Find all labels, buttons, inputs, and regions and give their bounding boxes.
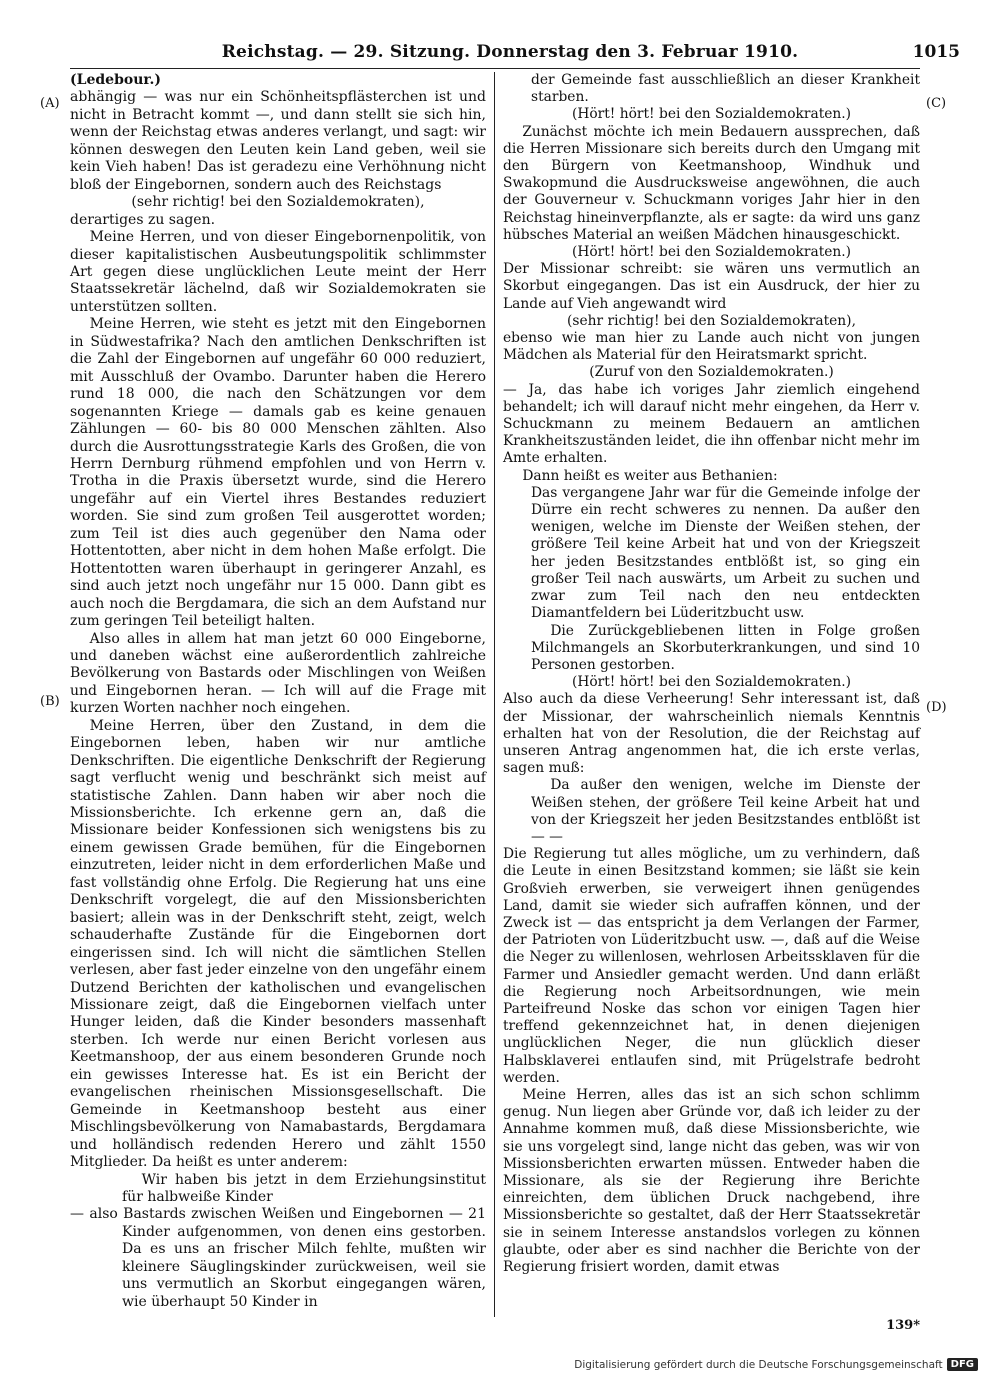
page-number: 1015 — [912, 42, 960, 62]
column-divider — [494, 72, 495, 1317]
interjection: (Zuruf von den Sozialdemokraten.) — [589, 364, 834, 381]
signature-mark: 139* — [886, 1318, 920, 1333]
interjection: (Hört! hört! bei den Sozialdemokraten.) — [571, 244, 852, 261]
paragraph: — Ja, das habe ich voriges Jahr ziemlich eingehend behandelt; ich will darauf nicht mehr eingehen, da Herr v. Schuckmann zu meinem Bedauern an amtlichen Krankheitszuständen leidet, die ihn offenbar nicht mehr im Amte erhalten. — [503, 381, 920, 467]
interjection: (sehr richtig! bei den Sozialdemokraten), — [567, 312, 856, 329]
paragraph: Dann heißt es weiter aus Bethanien: — [522, 467, 778, 484]
paragraph: derartiges zu sagen. — [70, 211, 216, 228]
paragraph: Meine Herren, und von dieser Eingebornenpolitik, von dieser kapitalistischen Ausbeutungspolitik schlimmster Art gegen diese unglücklichen Leute meint der Herr Staatssekretär lächelnd, daß wir Sozialdemokraten sie unterstützen sollten. — [70, 229, 486, 315]
paragraph: Die Regierung tut alles mögliche, um zu verhindern, daß die Leute in einen Besitzstand kommen; sie läßt sie kein Großvieh erwerben, sie verweigert ihnen genügendes Land, damit sie wieder sich aufraffen können, und der Zweck ist — das entspricht ja dem Verlangen der Farmer, der Patrioten von Lüderitzbucht usw. —, daß auf die Weise die Neger zu willenlosen, wehrlosen Arbeitssklaven für die Farmer und Ansiedler gemacht werden. Und dann erläßt die Regierung noch Arbeitsordnungen, wie mein Parteifreund Noske das schon vor einigen Tagen hier treffend gekennzeichnet hat, in denen diejenigen unglücklichen Neger, die nun glücklich dieser Halbsklaverei entlaufen sind, mit Prügelstrafe bedroht werden. — [503, 846, 920, 1086]
paragraph: Also auch da diese Verheerung! Sehr interessant ist, daß der Missionar, der wahrscheinlich niemals Kenntnis erhalten hat von der Resolution, die der Reichstag auf unseren Antrag angenommen hat, die ich erste verlas, sagen muß: — [503, 691, 920, 777]
header-rule — [70, 68, 920, 69]
paragraph: Der Missionar schreibt: sie wären uns vermutlich an Skorbut eingegangen. Das ist ein Ausdruck, der hier zu Lande auf Vieh angewandt wird — [503, 261, 920, 312]
header-title: Reichstag. — 29. Sitzung. Donnerstag den 3. Februar 1910. — [221, 42, 799, 62]
quotation: Wir haben bis jetzt in dem Erziehungsinstitut für halbweiße Kinder — [122, 1171, 486, 1205]
quotation: Da außer den wenigen, welche im Dienste der Weißen stehen, der größere Teil keine Arbeit hat und von der Kriegszeit her jeden Besitzstandes entblößt ist — — — [531, 777, 920, 845]
paragraph: Meine Herren, wie steht es jetzt mit den Eingebornen in Südwestafrika? Nach den amtlichen Denkschriften ist die Zahl der Eingebornen auf ungefähr 60 000 reduziert, mit Ausschluß der Ovambo. Darunter haben die Herero rund 18 000, die nach den Schätzungen vor dem sogenannten Kriege — damals gab es keine genauen Zählungen — 60- bis 80 000 Menschen zählten. Also durch die Ausrottungsstrategie Karls des Großen, die von Herrn Dernburg rühmend empfohlen und von Herrn v. Trotha in die Praxis übersetzt wurde, sind die Herero ungefähr auf ein Viertel ihres Bestandes reduziert worden. Sie sind zum großen Teil ausgerottet worden; zum Teil ist dies auch gegenüber den Nama oder Hottentotten, aber nicht in dem hohen Maße erfolgt. Die Hottentotten waren überhaupt in geringerer Anzahl, es sind auch jetzt noch ungefähr nur 15 000. Dann gibt es auch noch die Bergdamara, die sich an dem Aufstand nur zum geringen Teil beteiligt halten. — [70, 316, 486, 630]
quotation: Die Zurückgebliebenen litten in Folge großen Milchmangels an Skorbuterkrankungen, und sind 10 Personen gestorben. — [531, 622, 920, 673]
quotation: der Gemeinde fast ausschließlich an dieser Krankheit starben. — [531, 72, 920, 106]
paragraph: Meine Herren, alles das ist an sich schon schlimm genug. Nun liegen aber Gründe vor, daß ich leider zu der Annahme kommen muß, daß diese Missionsberichte, wie sie uns vorgelegt sind, lange nicht das geben, was wir von Missionsberichten erwarten müssen. Entweder haben die Missionare, als sie der Regierung ihre Berichte einreichten, dem üblichen Druck nachgebend, ihre Missionsberichte so gestaltet, daß der Herr Staatssekretär sie in seinem Interesse anstandslos vorlegen zu können glaubte, oder aber es sind nachher die Berichte von der Regierung frisiert worden, damit etwas — [503, 1086, 920, 1276]
margin-mark-b: (B) — [40, 694, 60, 709]
quotation: — also Bastards zwischen Weißen und Eingebornen — 21 Kinder aufgenommen, von denen eins gestorben. Da es uns an frischer Milch fehlte, mußten wir kleinere Säuglingskinder zurückweisen, weil sie uns vermutlich an Skorbut eingegangen wären, wie überhaupt 50 Kinder in — [70, 1206, 486, 1310]
right-column — [503, 72, 920, 1276]
footer-text: Digitalisierung gefördert durch die Deutsche Forschungsgemeinschaft — [574, 1358, 943, 1371]
paragraph: Also alles in allem hat man jetzt 60 000 Eingeborne, und daneben wächst eine außerordentlich zahlreiche Bevölkerung von Bastards oder Mischlingen von Weißen und Eingebornen heran. — Ich will auf die Frage mit kurzen Worten nachher noch eingehen. — [70, 630, 486, 717]
margin-mark-d: (D) — [926, 700, 947, 715]
margin-mark-a: (A) — [40, 96, 60, 111]
interjection: (Hört! hört! bei den Sozialdemokraten.) — [571, 106, 852, 123]
interjection: (sehr richtig! bei den Sozialdemokraten), — [131, 194, 425, 211]
left-column — [70, 72, 486, 1311]
paragraph: abhängig — was nur ein Schönheitspflästerchen ist und nicht in Betracht kommt —, und dann stellt sie sich hin, wenn der Reichstag etwas anderes verlangt, und sagt: wir können deswegen den Leuten kein Land geben, weil sie kein Vieh haben! Das ist geradezu eine Verhöhnung nicht bloß der Eingebornen, sondern auch des Reichstags — [70, 89, 486, 193]
paragraph: ebenso wie man hier zu Lande auch nicht von jungen Mädchen als Material für den Heiratsmarkt spricht. — [503, 330, 920, 364]
margin-mark-c: (C) — [926, 96, 947, 111]
paragraph: Zunächst möchte ich mein Bedauern aussprechen, daß die Herren Missionare sich bereits durch den Umgang mit den Bürgern von Keetmanshoop, Windhuk und Swakopmund die Ausdrucksweise angewöhnen, die auch der Gouverneur v. Schuckmann voriges Jahr hier in den Reichstag hineinverpflanzte, als er sagte: da wird uns ganz hübsches Material an weißen Mädchen hinausgeschickt. — [503, 123, 920, 243]
digitization-footer — [574, 1358, 978, 1371]
speaker-name: (Ledebour.) — [70, 72, 161, 88]
quotation: Das vergangene Jahr war für die Gemeinde infolge der Dürre ein recht schweres zu nennen. Da außer den wenigen, welche im Dienste der Weißen stehen, der größere Teil keine Arbeit hat und von der Kriegszeit her jeden Besitzstandes entblößt ist, so ging ein großer Teil nach auswärts, um Arbeit zu suchen und zwar zum Teil nach den neu entdeckten Diamantfeldern bei Lüderitzbucht usw. — [531, 484, 920, 622]
paragraph: Meine Herren, über den Zustand, in dem die Eingebornen leben, haben wir nur amtliche Denkschriften. Die eigentliche Denkschrift der Regierung sagt verflucht wenig und beschränkt sich meist auf statistische Zahlen. Dann haben wir aber noch die Missionsberichte. Ich erkenne gern an, daß die Missionare beider Konfessionen sich wenigstens bis zu einem gewissen Grade bemühen, für die Eingebornen einzutreten, leider nicht in dem erforderlichen Maße und fast vollständig ohne Erfolg. Die Regierung hat uns eine Denkschrift vorgelegt, die auf den Missionsberichten basiert; allein was in der Denkschrift steht, zeigt, welch schauderhafte Zustände für die Eingebornen dort eingerissen sind. Ich will nicht die sämtlichen Stellen verlesen, aber fast jeder einzelne von den ungefähr einem Dutzend Berichten der katholischen und evangelischen Missionare zeigt, daß die Eingebornen vielfach unter Hunger leiden, daß die Kinder besonders massenhaft sterben. Ich werde nur einen Bericht vorlesen aus Keetmanshoop, der aus einem besonderen Grunde noch ein gewisses Interesse hat. Es ist ein Bericht der evangelischen rheinischen Missionsgesellschaft. Die Gemeinde in Keetmanshoop besteht aus einer Mischlingsbevölkerung von Namabastards, Bergdamara und holländisch redenden Herero und zählt 1550 Mitglieder. Da heißt es unter anderem: — [70, 717, 486, 1171]
dfg-logo-icon: DFG — [947, 1358, 978, 1371]
interjection: (Hört! hört! bei den Sozialdemokraten.) — [571, 674, 852, 691]
